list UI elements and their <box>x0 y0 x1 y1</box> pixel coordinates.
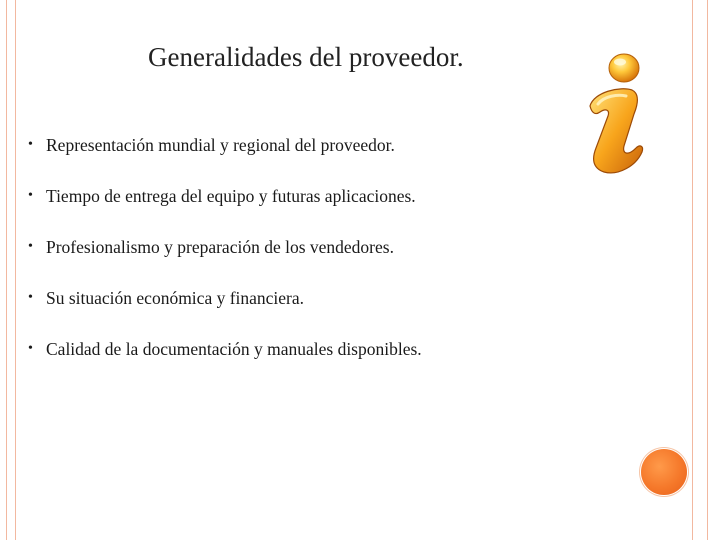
decorative-orange-circle <box>641 449 687 495</box>
bullet-dot: • <box>28 341 33 356</box>
bullet-item <box>28 230 422 281</box>
bullet-text: Su situación económica y financiera. <box>46 288 305 308</box>
bullet-item <box>28 179 422 230</box>
bullet-item <box>28 128 422 179</box>
bullet-text: Profesionalismo y preparación de los vendedores. <box>46 237 394 257</box>
bullet-dot: • <box>28 137 33 152</box>
bullet-text: Representación mundial y regional del proveedor. <box>46 135 395 155</box>
bullet-dot: • <box>28 290 33 305</box>
bullet-item <box>28 332 422 383</box>
bullet-dot: • <box>28 188 33 203</box>
bullet-list <box>28 128 422 383</box>
right-border-decoration <box>692 0 708 540</box>
bullet-item <box>28 281 422 332</box>
bullet-dot: • <box>28 239 33 254</box>
slide-title: Generalidades del proveedor. <box>148 42 464 72</box>
left-border-decoration <box>6 0 16 540</box>
bullet-text: Tiempo de entrega del equipo y futuras aplicaciones. <box>46 186 416 206</box>
info-icon <box>580 48 656 182</box>
bullet-text: Calidad de la documentación y manuales disponibles. <box>46 339 422 359</box>
